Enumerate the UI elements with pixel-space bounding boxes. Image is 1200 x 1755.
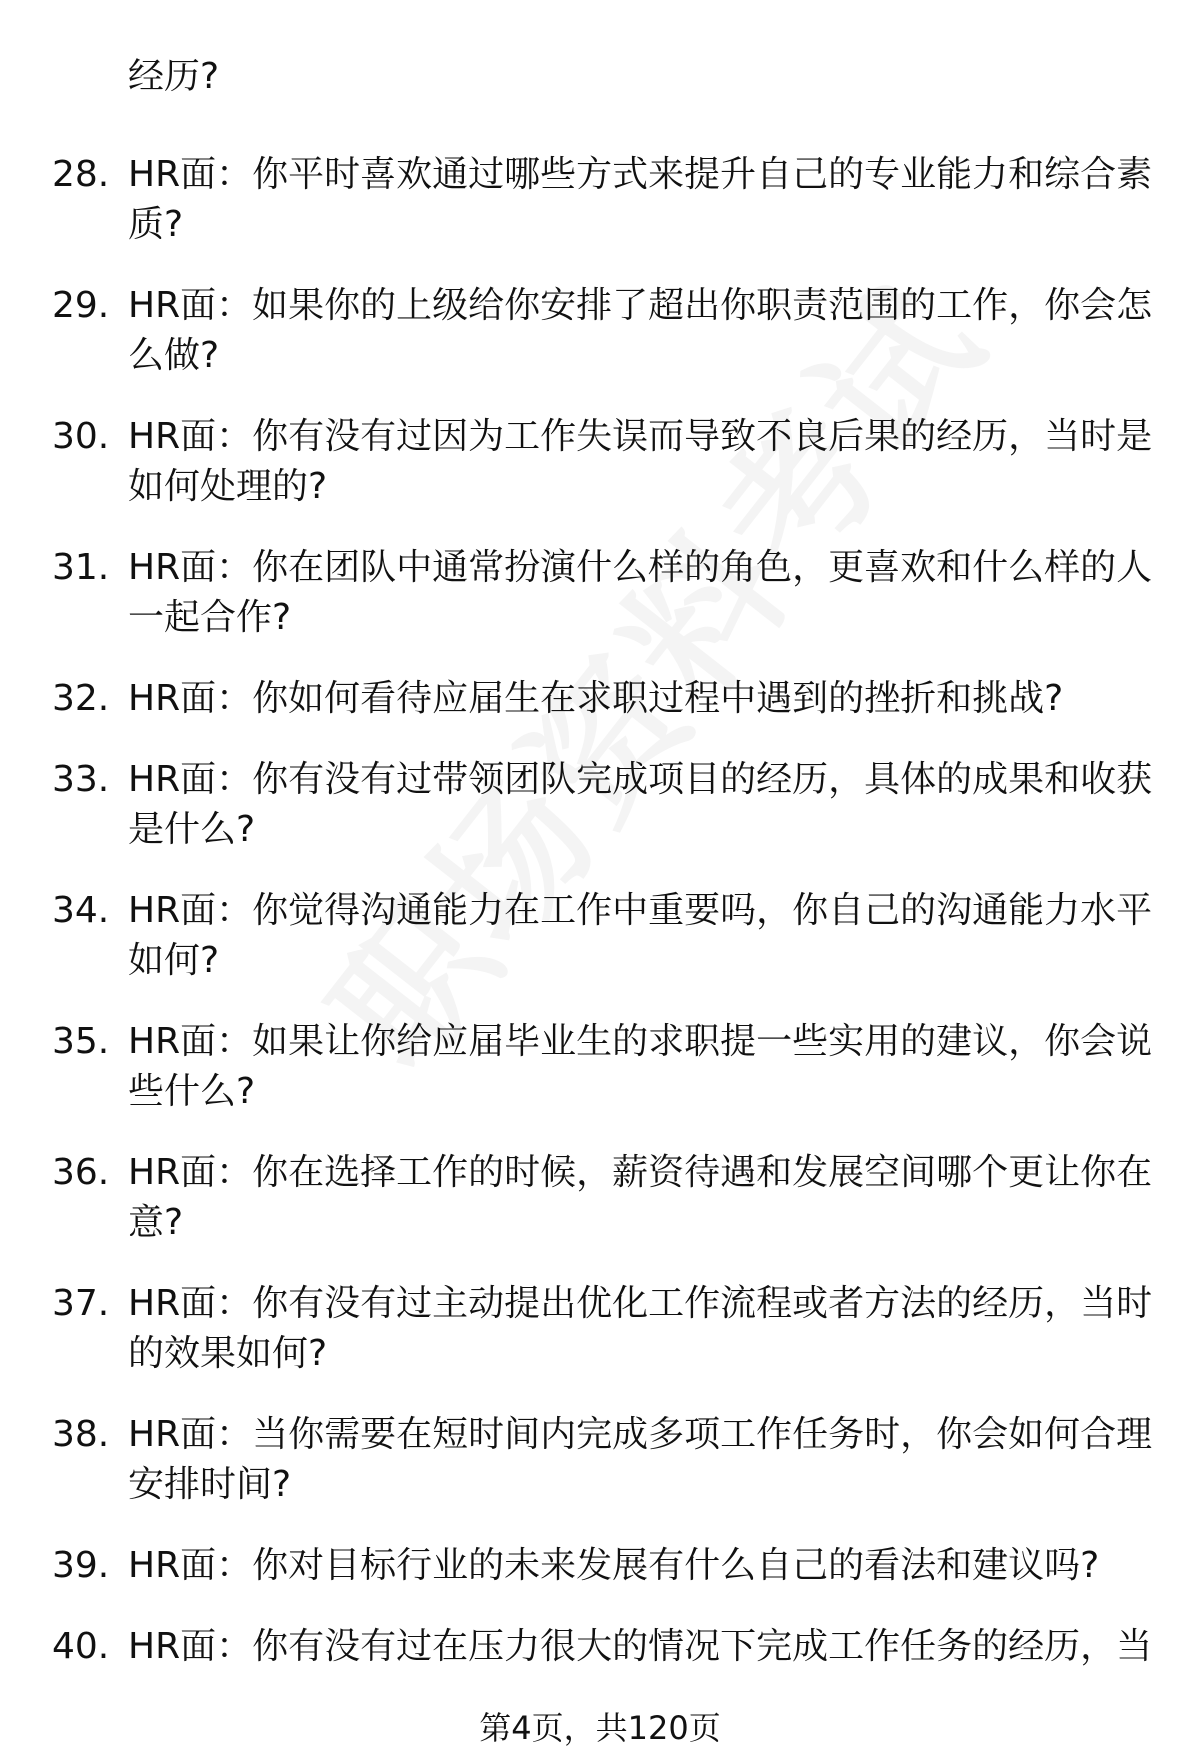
page-footer: 第4页，共120页 <box>479 1709 721 1747</box>
question-number: 29. <box>52 285 110 326</box>
question-text <box>128 543 1158 643</box>
question-line: HR面：你有没有过因为工作失误而导致不良后果的经历，当时是 <box>128 416 1153 457</box>
question-item <box>0 755 1200 855</box>
question-line: HR面：你有没有过主动提出优化工作流程或者方法的经历，当时 <box>128 1283 1153 1324</box>
question-list <box>0 150 1200 1703</box>
question-item <box>0 1017 1200 1117</box>
question-item <box>0 1622 1200 1672</box>
question-text <box>128 412 1158 512</box>
question-text <box>128 1410 1158 1510</box>
question-line: HR面：你平时喜欢通过哪些方式来提升自己的专业能力和综合素 <box>128 154 1153 195</box>
question-text <box>128 755 1158 855</box>
question-number: 30. <box>52 416 110 457</box>
question-number: 37. <box>52 1283 110 1324</box>
question-number: 39. <box>52 1545 110 1586</box>
continuation-text: 经历? <box>128 56 220 97</box>
question-number: 32. <box>52 678 110 719</box>
question-item <box>0 412 1200 512</box>
question-line: 么做? <box>128 335 220 376</box>
question-line: HR面：你觉得沟通能力在工作中重要吗，你自己的沟通能力水平 <box>128 890 1153 931</box>
question-line: HR面：如果让你给应届毕业生的求职提一些实用的建议，你会说 <box>128 1021 1153 1062</box>
question-line: HR面：你如何看待应届生在求职过程中遇到的挫折和挑战? <box>128 678 1064 719</box>
question-line: 是什么? <box>128 809 256 850</box>
question-item <box>0 674 1200 724</box>
question-text <box>128 1017 1158 1117</box>
question-number: 38. <box>52 1414 110 1455</box>
question-number: 34. <box>52 890 110 931</box>
question-line: 安排时间? <box>128 1464 292 1505</box>
question-item <box>0 1279 1200 1379</box>
question-line: HR面：你在团队中通常扮演什么样的角色，更喜欢和什么样的人 <box>128 547 1153 588</box>
question-line: HR面：你对目标行业的未来发展有什么自己的看法和建议吗? <box>128 1545 1100 1586</box>
question-number: 31. <box>52 547 110 588</box>
question-line: 质? <box>128 204 184 245</box>
question-item <box>0 1541 1200 1591</box>
question-line: HR面：你在选择工作的时候，薪资待遇和发展空间哪个更让你在 <box>128 1152 1153 1193</box>
question-line: HR面：当你需要在短时间内完成多项工作任务时，你会如何合理 <box>128 1414 1153 1455</box>
question-line: 些什么? <box>128 1071 256 1112</box>
question-text <box>128 1279 1158 1379</box>
question-text <box>128 674 1158 724</box>
question-line: 如何? <box>128 940 220 981</box>
question-line: HR面：你有没有过在压力很大的情况下完成工作任务的经历，当 <box>128 1626 1153 1667</box>
question-item <box>0 1410 1200 1510</box>
question-text <box>128 1622 1158 1672</box>
question-item <box>0 886 1200 986</box>
question-number: 40. <box>52 1626 110 1667</box>
question-text <box>128 150 1158 250</box>
question-number: 36. <box>52 1152 110 1193</box>
question-text <box>128 1148 1158 1248</box>
question-number: 28. <box>52 154 110 195</box>
question-line: 意? <box>128 1202 184 1243</box>
question-item <box>0 543 1200 643</box>
question-text <box>128 281 1158 381</box>
question-text <box>128 886 1158 986</box>
question-text <box>128 1541 1158 1591</box>
question-item <box>0 281 1200 381</box>
question-line: 的效果如何? <box>128 1333 328 1374</box>
question-number: 35. <box>52 1021 110 1062</box>
question-line: 一起合作? <box>128 597 292 638</box>
question-line: 如何处理的? <box>128 466 328 507</box>
question-line: HR面：你有没有过带领团队完成项目的经历，具体的成果和收获 <box>128 759 1153 800</box>
question-item <box>0 150 1200 250</box>
question-number: 33. <box>52 759 110 800</box>
question-item <box>0 1148 1200 1248</box>
question-line: HR面：如果你的上级给你安排了超出你职责范围的工作，你会怎 <box>128 285 1153 326</box>
